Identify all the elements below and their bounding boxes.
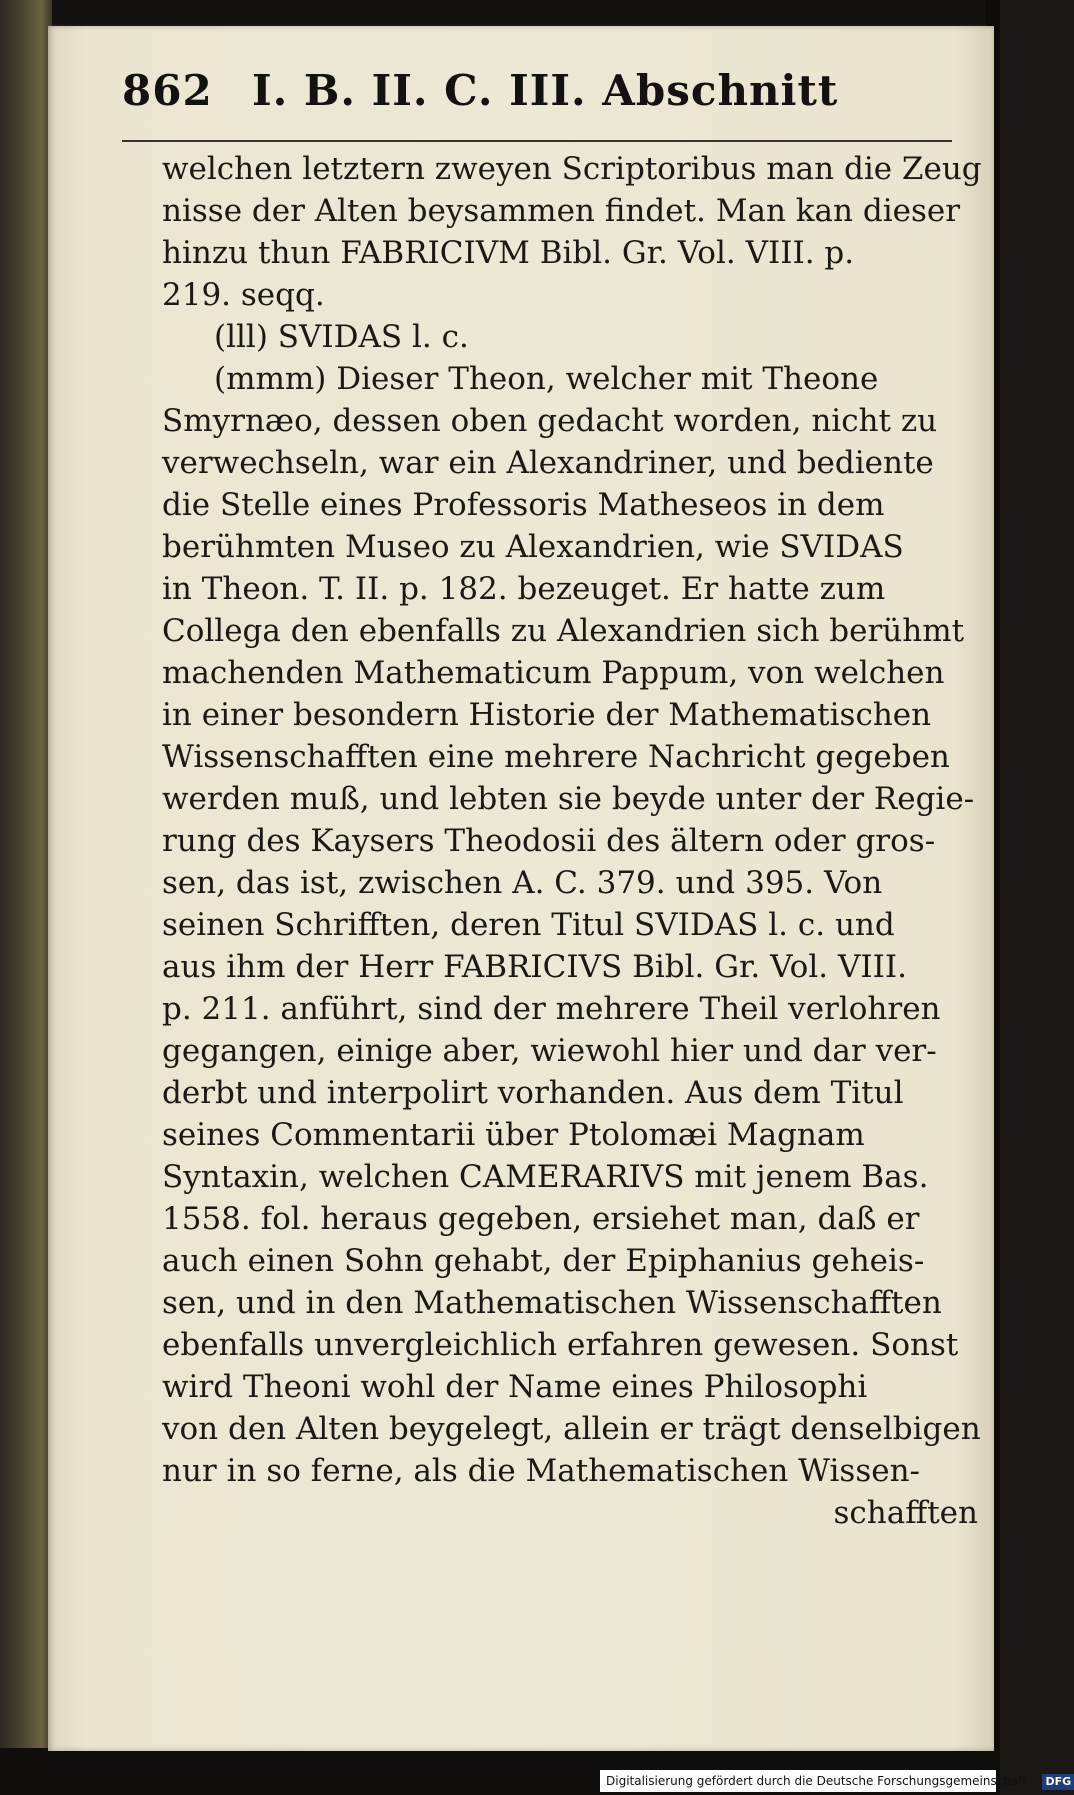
catchword: schafften <box>833 1495 978 1531</box>
text-line: in einer besondern Historie der Mathematischen <box>162 697 932 733</box>
footnote-mmm: (mmm) Dieser Theon, welcher mit Theone <box>214 361 879 397</box>
text-line: p. 211. anführt, sind der mehrere Theil verlohren <box>162 991 941 1027</box>
text-line: welchen letztern zweyen Scriptoribus man die Zeug <box>162 151 982 187</box>
text-line: Wissenschafften eine mehrere Nachricht gegeben <box>162 739 950 775</box>
text-line: Smyrnæo, dessen oben gedacht worden, nicht zu <box>162 403 938 439</box>
digitization-credit: Digitalisierung gefördert durch die Deutsche Forschungsgemeinschaft · <box>606 1774 1035 1788</box>
text-line: ebenfalls unvergleichlich erfahren gewesen. Sonst <box>162 1327 959 1363</box>
text-line: die Stelle eines Professoris Matheseos in dem <box>162 487 885 523</box>
text-line: hinzu thun FABRICIVM Bibl. Gr. Vol. VIII. p. <box>162 235 855 271</box>
footnote-text-block <box>162 148 1004 1534</box>
book-spine-edge <box>0 0 52 1795</box>
text-line: 219. seqq. <box>162 277 325 313</box>
text-line: gegangen, einige aber, wiewohl hier und dar ver- <box>162 1033 937 1069</box>
header-rule <box>122 140 952 142</box>
text-line: Collega den ebenfalls zu Alexandrien sich berühmt <box>162 613 965 649</box>
text-line: nur in so ferne, als die Mathematischen Wissen- <box>162 1453 921 1489</box>
text-line: aus ihm der Herr FABRICIVS Bibl. Gr. Vol. VIII. <box>162 949 907 985</box>
footnote-lll: (lll) SVIDAS l. c. <box>214 319 469 355</box>
dfg-logo: DFG <box>1042 1774 1074 1790</box>
text-line: machenden Mathematicum Pappum, von welchen <box>162 655 945 691</box>
text-line: nisse der Alten beysammen findet. Man kan dieser <box>162 193 961 229</box>
text-line: 1558. fol. heraus gegeben, ersiehet man, daß er <box>162 1201 920 1237</box>
text-line: wird Theoni wohl der Name eines Philosophi <box>162 1369 868 1405</box>
running-head: I. B. II. C. III. Abschnitt <box>252 66 839 115</box>
page-header <box>122 62 952 134</box>
digitization-credit-bar <box>600 1770 1072 1792</box>
text-line: rung des Kaysers Theodosii des ältern oder gros- <box>162 823 936 859</box>
text-line: in Theon. T. II. p. 182. bezeuget. Er hatte zum <box>162 571 886 607</box>
text-line: sen, das ist, zwischen A. C. 379. und 395. Von <box>162 865 883 901</box>
text-line: auch einen Sohn gehabt, der Epiphanius geheis- <box>162 1243 925 1279</box>
scan-background-top <box>0 0 1000 24</box>
text-line: seines Commentarii über Ptolomæi Magnam <box>162 1117 865 1153</box>
text-line: berühmten Museo zu Alexandrien, wie SVIDAS <box>162 529 904 565</box>
page-number: 862 <box>122 66 213 115</box>
text-line: sen, und in den Mathematischen Wissenschafften <box>162 1285 942 1321</box>
text-line: werden muß, und lebten sie beyde unter der Regie- <box>162 781 975 817</box>
text-line: derbt und interpolirt vorhanden. Aus dem Titul <box>162 1075 904 1111</box>
text-line: seinen Schrifften, deren Titul SVIDAS l. c. und <box>162 907 895 943</box>
text-line: verwechseln, war ein Alexandriner, und bediente <box>162 445 934 481</box>
text-line: von den Alten beygelegt, allein er trägt denselbigen <box>162 1411 981 1447</box>
text-line: Syntaxin, welchen CAMERARIVS mit jenem Bas. <box>162 1159 929 1195</box>
